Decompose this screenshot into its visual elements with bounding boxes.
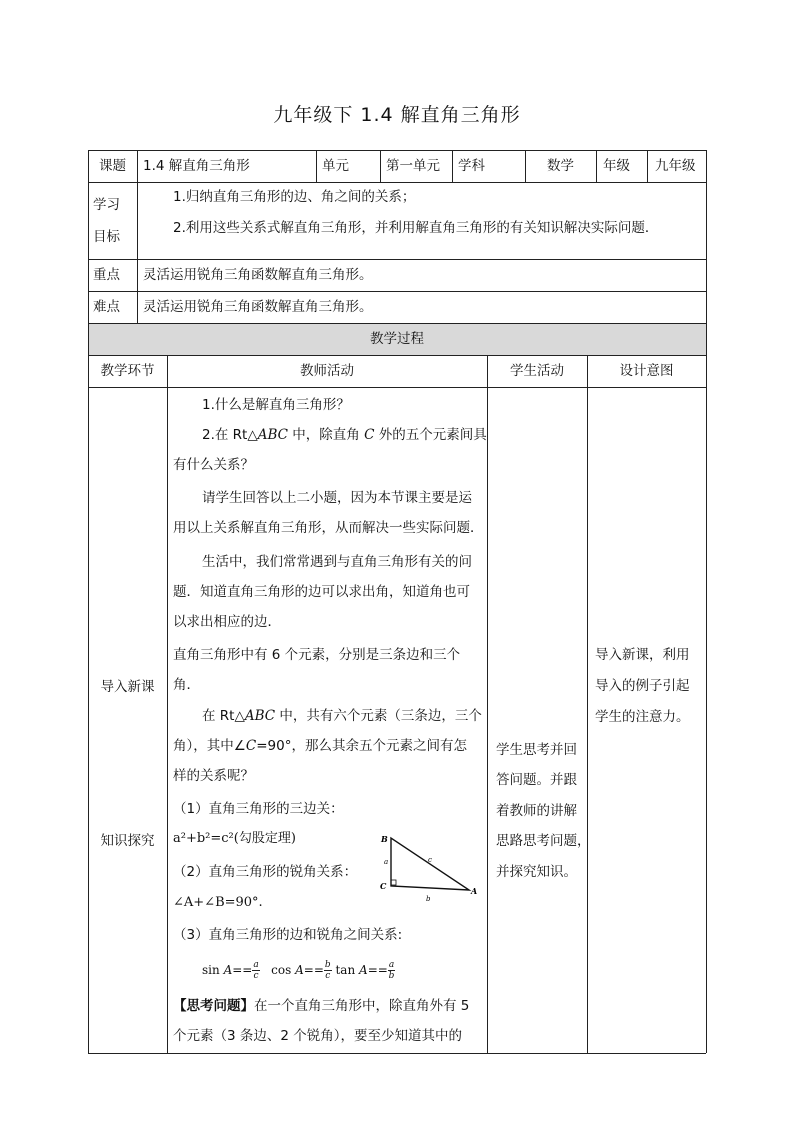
design-line: 学生的注意力。 xyxy=(595,709,690,725)
label-unit: 单元 xyxy=(322,158,349,174)
side-label-c: c xyxy=(428,856,432,864)
think-question-line-2: 个元素（3 条边、2 个锐角），要至少知道其中的 xyxy=(173,1028,463,1044)
right-triangle-diagram xyxy=(372,828,482,904)
document-title: 九年级下 1.4 解直角三角形 xyxy=(273,104,521,126)
process-header: 教学过程 xyxy=(370,331,424,347)
cos-fraction: $\frac{b}{c}$ xyxy=(324,960,331,981)
trig-formulas: sin A== $\frac{a}{c}$ cos A== $\frac{b}{c}$ tan A== $\frac{a}{b}$ xyxy=(202,960,395,981)
column-header-design: 设计意图 xyxy=(619,363,674,379)
student-line: 并探究知识。 xyxy=(496,864,577,880)
vertex-label-c: C xyxy=(380,881,387,891)
difficulty-label: 难点 xyxy=(93,299,120,315)
paragraph-6-line-2: 角），其中∠C=90°，那么其余五个元素之间有怎 xyxy=(173,738,467,754)
side-label-a: a xyxy=(384,858,389,866)
question-2-line-2: 有什么关系？ xyxy=(173,457,254,473)
column-header-student: 学生活动 xyxy=(510,363,564,379)
student-line: 答问题。并跟 xyxy=(496,772,577,788)
paragraph-4-line-2: 题．知道直角三角形的边可以求出角，知道角也可 xyxy=(173,584,470,600)
tan-fraction: $\frac{a}{b}$ xyxy=(388,960,395,981)
vertex-label-b: B xyxy=(381,834,388,844)
label-grade: 年级 xyxy=(603,158,630,174)
relation-1-formula: a²+b²=c²(勾股定理) xyxy=(173,831,296,846)
objectives-label-1: 学习 xyxy=(93,197,120,213)
question-2-line-1: 2.在 Rt△ABC 中，除直角 C 外的五个元素间具 xyxy=(202,427,487,443)
objective-item: 1.归纳直角三角形的边、角之间的关系； xyxy=(173,189,416,205)
column-header-stage: 教学环节 xyxy=(100,363,155,379)
relation-1-title: （1）直角三角形的三边关： xyxy=(173,801,344,817)
paragraph-4-line-1: 生活中，我们常常遇到与直角三角形有关的问 xyxy=(202,554,472,570)
objective-item: 2.利用这些关系式解直角三角形，并利用解直角三角形的有关知识解决实际问题． xyxy=(173,220,659,236)
side-label-b: b xyxy=(426,895,431,903)
paragraph-6-line-3: 样的关系呢？ xyxy=(173,768,254,784)
paragraph-3-line-2: 用以上关系解直角三角形，从而解决一些实际问题． xyxy=(173,520,484,536)
relation-3-title: （3）直角三角形的边和锐角之间关系: xyxy=(173,927,403,943)
paragraph-4-line-3: 以求出相应的边． xyxy=(173,614,281,630)
vertex-label-a: A xyxy=(471,886,478,896)
paragraph-5-line-2: 角． xyxy=(173,677,200,693)
subject-value: 数学 xyxy=(547,158,574,174)
paragraph-3-line-1: 请学生回答以上二小题，因为本节课主要是运 xyxy=(202,490,472,506)
topic-value: 1.4 解直角三角形 xyxy=(143,158,250,174)
objectives-label-2: 目标 xyxy=(93,229,120,245)
student-line: 学生思考并回 xyxy=(496,742,577,758)
column-header-teacher: 教师活动 xyxy=(300,363,354,379)
sin-fraction: $\frac{a}{c}$ xyxy=(253,960,259,981)
student-line: 思路思考问题， xyxy=(496,833,591,849)
label-subject: 学科 xyxy=(458,158,485,174)
key-point-label: 重点 xyxy=(93,267,120,283)
design-line: 导入的例子引起 xyxy=(595,678,690,694)
key-point-text: 灵活运用锐角三角函数解直角三角形。 xyxy=(143,267,373,283)
stage-label-intro: 导入新课 xyxy=(100,679,155,695)
stage-label-explore: 知识探究 xyxy=(100,833,155,849)
question-1: 1.什么是解直角三角形？ xyxy=(202,397,350,413)
student-line: 着教师的讲解 xyxy=(496,803,577,819)
paragraph-5-line-1: 直角三角形中有 6 个元素，分别是三条边和三个 xyxy=(173,647,461,663)
difficulty-text: 灵活运用锐角三角函数解直角三角形。 xyxy=(143,299,373,315)
label-topic: 课题 xyxy=(99,158,126,174)
grade-value: 九年级 xyxy=(655,158,696,174)
paragraph-6-line-1: 在 Rt△ABC 中，共有六个元素（三条边，三个 xyxy=(202,708,482,724)
unit-value: 第一单元 xyxy=(386,158,440,174)
relation-2-formula: ∠A+∠B=90°. xyxy=(173,895,263,910)
think-question-line-1: 【思考问题】在一个直角三角形中，除直角外有 5 xyxy=(173,998,470,1014)
design-line: 导入新课，利用 xyxy=(595,647,690,663)
relation-2-title: （2）直角三角形的锐角关系： xyxy=(173,864,358,880)
